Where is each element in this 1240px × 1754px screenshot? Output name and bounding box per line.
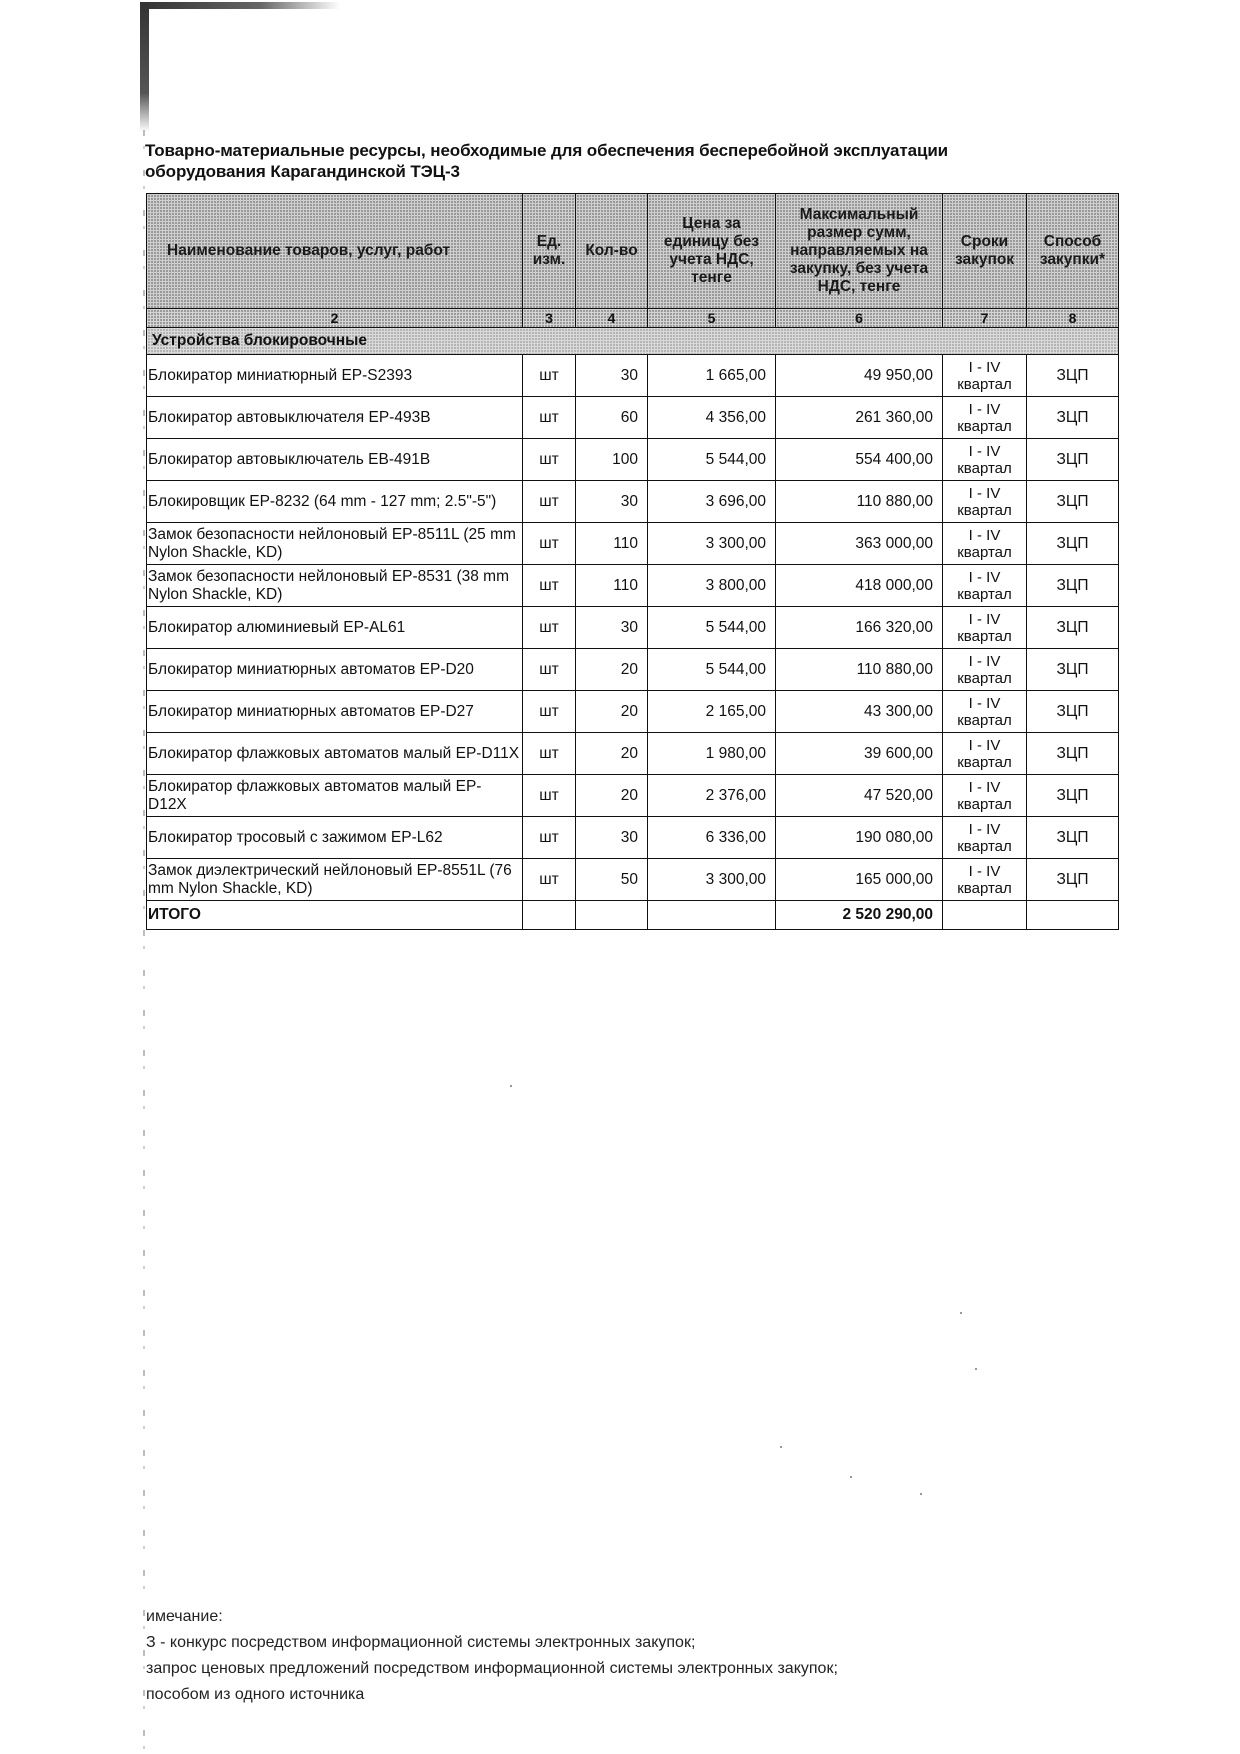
header-total: Максимальный размер сумм, направляемых на закупку, без учета НДС, тенге xyxy=(776,194,943,309)
item-total: 554 400,00 xyxy=(776,439,943,481)
item-unit: шт xyxy=(523,859,576,901)
item-unit: шт xyxy=(523,691,576,733)
scan-speck xyxy=(780,1446,782,1448)
item-price: 3 800,00 xyxy=(648,565,776,607)
note-line: З - конкурс посредством информационной системы электронных закупок; xyxy=(146,1634,696,1651)
item-method: ЗЦП xyxy=(1027,733,1119,775)
item-name: Замок безопасности нейлоновый EP-8511L (25 mm Nylon Shackle, KD) xyxy=(147,523,523,565)
header-term: Сроки закупок xyxy=(943,194,1027,309)
item-qty: 110 xyxy=(576,565,648,607)
scan-speck xyxy=(850,1476,852,1478)
item-qty: 50 xyxy=(576,859,648,901)
item-price: 5 544,00 xyxy=(648,649,776,691)
note-line: запрос ценовых предложений посредством информационной системы электронных закупок; xyxy=(146,1660,838,1677)
item-total: 43 300,00 xyxy=(776,691,943,733)
table-row xyxy=(147,565,1119,607)
section-row xyxy=(147,328,1119,355)
table-row xyxy=(147,859,1119,901)
item-name: Блокиратор флажковых автоматов малый EP-D12X xyxy=(147,775,523,817)
notes-heading: имечание: xyxy=(146,1608,223,1625)
item-unit: шт xyxy=(523,649,576,691)
item-price: 3 300,00 xyxy=(648,523,776,565)
item-total: 261 360,00 xyxy=(776,397,943,439)
item-name: Блокиратор алюминиевый EP-AL61 xyxy=(147,607,523,649)
note-line: пособом из одного источника xyxy=(146,1686,365,1703)
table-row xyxy=(147,775,1119,817)
column-number: 3 xyxy=(523,309,576,328)
item-term: I - IV квартал xyxy=(943,691,1027,733)
item-total: 49 950,00 xyxy=(776,355,943,397)
table-row xyxy=(147,355,1119,397)
item-qty: 30 xyxy=(576,607,648,649)
item-unit: шт xyxy=(523,397,576,439)
item-term: I - IV квартал xyxy=(943,817,1027,859)
column-number: 8 xyxy=(1027,309,1119,328)
scan-speck xyxy=(975,1368,977,1370)
item-price: 2 376,00 xyxy=(648,775,776,817)
item-price: 3 696,00 xyxy=(648,481,776,523)
item-qty: 100 xyxy=(576,439,648,481)
item-method: ЗЦП xyxy=(1027,565,1119,607)
item-method: ЗЦП xyxy=(1027,859,1119,901)
item-qty: 110 xyxy=(576,523,648,565)
item-name: Блокиратор флажковых автоматов малый EP-D11X xyxy=(147,733,523,775)
item-unit: шт xyxy=(523,607,576,649)
scan-artifact-top xyxy=(140,2,340,9)
notes-block xyxy=(146,1604,1146,1708)
item-price: 6 336,00 xyxy=(648,817,776,859)
item-term: I - IV квартал xyxy=(943,649,1027,691)
column-number: 4 xyxy=(576,309,648,328)
scan-artifact-left xyxy=(140,2,149,132)
item-qty: 20 xyxy=(576,691,648,733)
table-row xyxy=(147,397,1119,439)
item-total: 39 600,00 xyxy=(776,733,943,775)
item-price: 3 300,00 xyxy=(648,859,776,901)
item-term: I - IV квартал xyxy=(943,481,1027,523)
item-unit: шт xyxy=(523,733,576,775)
resources-table xyxy=(146,193,1119,930)
column-number: 6 xyxy=(776,309,943,328)
empty-cell xyxy=(1027,901,1119,930)
scan-speck xyxy=(960,1312,962,1314)
empty-cell xyxy=(523,901,576,930)
header-price: Цена за единицу без учета НДС, тенге xyxy=(648,194,776,309)
table-row xyxy=(147,817,1119,859)
table-row xyxy=(147,733,1119,775)
item-unit: шт xyxy=(523,439,576,481)
item-name: Блокиратор автовыключатель EB-491B xyxy=(147,439,523,481)
item-unit: шт xyxy=(523,565,576,607)
item-name: Блокиратор тросовый с зажимом EP-L62 xyxy=(147,817,523,859)
column-number: 7 xyxy=(943,309,1027,328)
item-qty: 20 xyxy=(576,733,648,775)
item-qty: 30 xyxy=(576,481,648,523)
scan-speck xyxy=(510,1085,512,1087)
item-price: 5 544,00 xyxy=(648,439,776,481)
item-name: Блокировщик EP-8232 (64 mm - 127 mm; 2.5"-5") xyxy=(147,481,523,523)
item-method: ЗЦП xyxy=(1027,523,1119,565)
item-price: 4 356,00 xyxy=(648,397,776,439)
item-unit: шт xyxy=(523,523,576,565)
scan-artifact-edge xyxy=(143,130,145,1750)
header-method: Способ закупки* xyxy=(1027,194,1119,309)
item-unit: шт xyxy=(523,775,576,817)
section-title: Устройства блокировочные xyxy=(147,328,1119,355)
item-name: Блокиратор автовыключателя EP-493B xyxy=(147,397,523,439)
table-row xyxy=(147,691,1119,733)
item-price: 5 544,00 xyxy=(648,607,776,649)
item-method: ЗЦП xyxy=(1027,691,1119,733)
item-price: 1 980,00 xyxy=(648,733,776,775)
empty-cell xyxy=(648,901,776,930)
item-method: ЗЦП xyxy=(1027,607,1119,649)
item-method: ЗЦП xyxy=(1027,481,1119,523)
item-qty: 20 xyxy=(576,649,648,691)
item-method: ЗЦП xyxy=(1027,775,1119,817)
item-total: 166 320,00 xyxy=(776,607,943,649)
item-price: 2 165,00 xyxy=(648,691,776,733)
table-row xyxy=(147,439,1119,481)
item-name: Блокиратор миниатюрных автоматов EP-D20 xyxy=(147,649,523,691)
item-method: ЗЦП xyxy=(1027,439,1119,481)
total-sum: 2 520 290,00 xyxy=(776,901,943,930)
total-row xyxy=(147,901,1119,930)
item-total: 418 000,00 xyxy=(776,565,943,607)
item-unit: шт xyxy=(523,817,576,859)
item-term: I - IV квартал xyxy=(943,439,1027,481)
column-number-row xyxy=(147,309,1119,328)
document-title: Товарно-материальные ресурсы, необходимые для обеспечения бесперебойной эксплуатации оборудования Карагандинской ТЭЦ-3 xyxy=(145,141,949,181)
item-name: Замок безопасности нейлоновый EP-8531 (38 mm Nylon Shackle, KD) xyxy=(147,565,523,607)
item-term: I - IV квартал xyxy=(943,607,1027,649)
item-term: I - IV квартал xyxy=(943,523,1027,565)
item-qty: 60 xyxy=(576,397,648,439)
empty-cell xyxy=(576,901,648,930)
item-method: ЗЦП xyxy=(1027,817,1119,859)
column-number: 5 xyxy=(648,309,776,328)
item-name: Замок диэлектрический нейлоновый EP-8551L (76 mm Nylon Shackle, KD) xyxy=(147,859,523,901)
item-term: I - IV квартал xyxy=(943,775,1027,817)
table-row xyxy=(147,523,1119,565)
scan-speck xyxy=(920,1493,922,1495)
item-total: 110 880,00 xyxy=(776,649,943,691)
item-term: I - IV квартал xyxy=(943,355,1027,397)
item-name: Блокиратор миниатюрных автоматов EP-D27 xyxy=(147,691,523,733)
item-qty: 20 xyxy=(576,775,648,817)
header-unit: Ед. изм. xyxy=(523,194,576,309)
item-term: I - IV квартал xyxy=(943,397,1027,439)
item-term: I - IV квартал xyxy=(943,859,1027,901)
item-name: Блокиратор миниатюрный EP-S2393 xyxy=(147,355,523,397)
item-method: ЗЦП xyxy=(1027,355,1119,397)
item-total: 363 000,00 xyxy=(776,523,943,565)
item-unit: шт xyxy=(523,481,576,523)
item-method: ЗЦП xyxy=(1027,397,1119,439)
header-qty: Кол-во xyxy=(576,194,648,309)
item-term: I - IV квартал xyxy=(943,733,1027,775)
item-qty: 30 xyxy=(576,355,648,397)
table-header-row xyxy=(147,194,1119,309)
item-price: 1 665,00 xyxy=(648,355,776,397)
item-total: 190 080,00 xyxy=(776,817,943,859)
item-method: ЗЦП xyxy=(1027,649,1119,691)
item-qty: 30 xyxy=(576,817,648,859)
header-name: Наименование товаров, услуг, работ xyxy=(147,194,523,309)
empty-cell xyxy=(943,901,1027,930)
table-row xyxy=(147,649,1119,691)
total-label: ИТОГО xyxy=(147,901,523,930)
table-row xyxy=(147,481,1119,523)
item-total: 165 000,00 xyxy=(776,859,943,901)
item-unit: шт xyxy=(523,355,576,397)
table-row xyxy=(147,607,1119,649)
item-total: 47 520,00 xyxy=(776,775,943,817)
item-term: I - IV квартал xyxy=(943,565,1027,607)
item-total: 110 880,00 xyxy=(776,481,943,523)
column-number: 2 xyxy=(147,309,523,328)
